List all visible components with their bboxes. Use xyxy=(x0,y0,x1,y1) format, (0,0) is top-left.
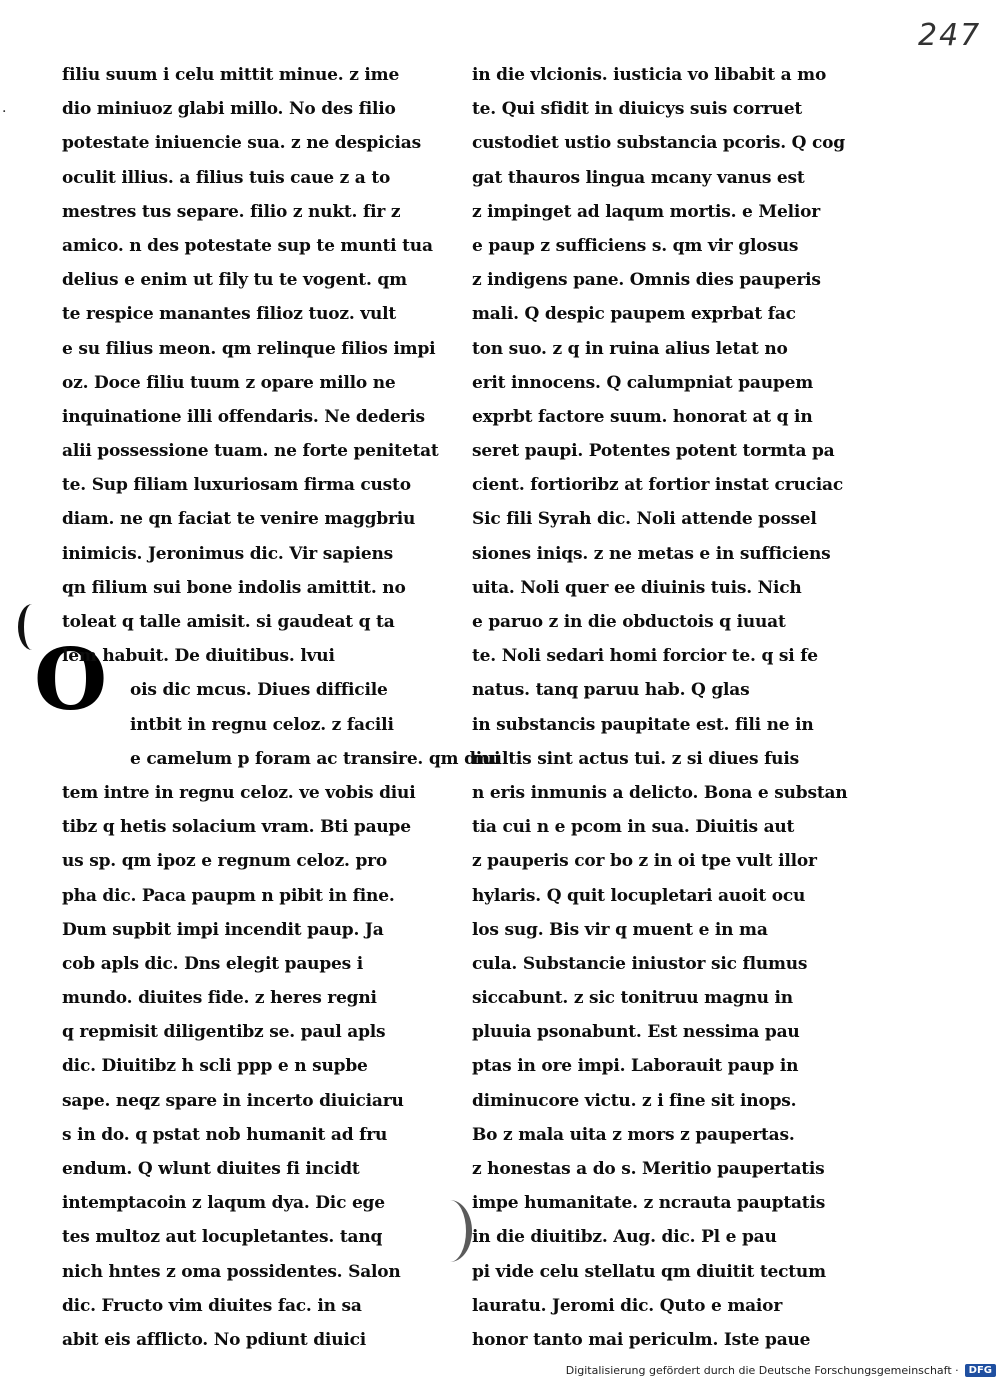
manuscript-line: pha dic. Paca paupm n pibit in fine. xyxy=(62,885,395,906)
manuscript-line: nich hntes z oma possidentes. Salon xyxy=(62,1261,401,1282)
manuscript-line: los sug. Bis vir q muent e in ma xyxy=(472,919,768,940)
folio-number: 247 xyxy=(918,18,982,53)
manuscript-line: ptas in ore impi. Laborauit paup in xyxy=(472,1056,799,1077)
manuscript-line: siccabunt. z sic tonitruu magnu in xyxy=(472,988,793,1009)
manuscript-line: ton suo. z q in ruina alius letat no xyxy=(472,338,788,359)
manuscript-line: intbit in regnu celoz. z facili xyxy=(130,714,394,735)
manuscript-line: Sic fili Syrah dic. Noli attende possel xyxy=(472,509,817,530)
manuscript-line: delius e enim ut fily tu te vogent. qm xyxy=(62,270,407,291)
manuscript-line: e su filius meon. qm relinque filios impi xyxy=(62,338,436,359)
decorated-initial-o: O xyxy=(34,630,108,729)
manuscript-line: z indigens pane. Omnis dies pauperis xyxy=(472,270,821,291)
manuscript-line: dic. Fructo vim diuites fac. in sa xyxy=(62,1295,362,1316)
manuscript-line: q repmisit diligentibz se. paul apls xyxy=(62,1022,386,1043)
manuscript-line: te respice manantes filioz tuoz. vult xyxy=(62,304,397,325)
manuscript-line: pi vide celu stellatu qm diuitit tectum xyxy=(472,1261,826,1282)
manuscript-line: ois dic mcus. Diues difficile xyxy=(130,680,388,701)
left-text-column xyxy=(62,58,501,1357)
manuscript-line: z honestas a do s. Meritio paupertatis xyxy=(472,1159,825,1179)
manuscript-line: lem habuit. De diuitibus. lvui xyxy=(62,646,335,667)
manuscript-line: z impinget ad laqum mortis. e Melior xyxy=(472,201,821,222)
manuscript-line: natus. tanq paruu hab. Q glas xyxy=(472,680,750,701)
manuscript-line: qn filium sui bone indolis amittit. no xyxy=(62,577,406,598)
manuscript-line: cient. fortioribz at fortior instat cruciac xyxy=(472,475,843,496)
margin-dot: · xyxy=(2,104,7,120)
manuscript-line: inquinatione illi offendaris. Ne dederis xyxy=(62,406,425,427)
manuscript-line: te. Qui sfidit in diuicys suis corruet xyxy=(472,99,803,120)
manuscript-line: e paruo z in die obductois q iuuat xyxy=(472,612,786,632)
manuscript-line: cula. Substancie iniustor sic flumus xyxy=(472,953,808,974)
right-text-column xyxy=(472,58,872,1357)
manuscript-line: tibz q hetis solacium vram. Bti paupe xyxy=(62,817,411,838)
manuscript-line: in die diuitibz. Aug. dic. Pl e pau xyxy=(472,1227,777,1248)
manuscript-line: cob apls dic. Dns elegit paupes i xyxy=(62,953,363,974)
manuscript-line: diminucore victu. z i fine sit inops. xyxy=(472,1090,797,1111)
manuscript-line: mali. Q despic paupem exprbat fac xyxy=(472,304,796,325)
manuscript-line: tes multoz aut locupletantes. tanq xyxy=(62,1227,383,1248)
manuscript-line: sape. neqz spare in incerto diuiciaru xyxy=(62,1090,404,1111)
manuscript-line: z pauperis cor bo z in oi tpe vult illor xyxy=(472,851,817,872)
manuscript-line: Bo z mala uita z mors z paupertas. xyxy=(472,1124,795,1145)
manuscript-line: Dum supbit impi incendit paup. Ja xyxy=(62,919,384,940)
manuscript-line: mundo. diuites fide. z heres regni xyxy=(62,988,377,1009)
manuscript-line: te. Sup filiam luxuriosam firma custo xyxy=(62,475,411,496)
manuscript-line: potestate iniuencie sua. z ne despicias xyxy=(62,133,421,154)
manuscript-line: diam. ne qn faciat te venire maggbriu xyxy=(62,509,416,530)
footer-credit xyxy=(560,1361,1000,1380)
manuscript-line: e paup z sufficiens s. qm vir glosus xyxy=(472,235,799,256)
manuscript-line: abit eis afflicto. No pdiunt diuici xyxy=(62,1329,367,1350)
dfg-logo: DFG xyxy=(965,1364,996,1377)
manuscript-line: tem intre in regnu celoz. ve vobis diui xyxy=(62,782,416,803)
manuscript-line: amico. n des potestate sup te munti tua xyxy=(62,235,433,256)
manuscript-line: te. Noli sedari homi forcior te. q si fe xyxy=(472,646,818,667)
footer-text: Digitalisierung gefördert durch die Deutsche Forschungsgemeinschaft · xyxy=(565,1364,959,1377)
manuscript-line: filiu suum i celu mittit minue. z ime xyxy=(62,65,400,85)
manuscript-line: honor tanto mai periculm. Iste paue xyxy=(472,1329,811,1350)
manuscript-line: dio miniuoz glabi millo. No des filio xyxy=(62,99,396,120)
manuscript-line: pluuia psonabunt. Est nessima pau xyxy=(472,1022,800,1043)
manuscript-line: mestres tus separe. filio z nukt. fir z xyxy=(62,201,401,222)
manuscript-line: gat thauros lingua mcany vanus est xyxy=(472,167,805,188)
manuscript-line: tia cui n e pcom in sua. Diuitis aut xyxy=(472,817,795,838)
manuscript-line: siones iniqs. z ne metas e in sufficiens xyxy=(472,543,831,564)
manuscript-line: us sp. qm ipoz e regnum celoz. pro xyxy=(62,851,388,872)
manuscript-line: impe humanitate. z ncrauta pauptatis xyxy=(472,1193,826,1214)
manuscript-line: in die vlcionis. iusticia vo libabit a mo xyxy=(472,65,827,85)
manuscript-line: lauratu. Jeromi dic. Quto e maior xyxy=(472,1295,783,1316)
manuscript-line: intemptacoin z laqum dya. Dic ege xyxy=(62,1193,385,1214)
manuscript-line: in substancis paupitate est. fili ne in xyxy=(472,714,814,735)
manuscript-line: alii possessione tuam. ne forte penitetat xyxy=(62,441,439,462)
manuscript-line: seret paupi. Potentes potent tormta pa xyxy=(472,441,835,462)
manuscript-line: exprbt factore suum. honorat at q in xyxy=(472,406,813,427)
manuscript-line: toleat q talle amisit. si gaudeat q ta xyxy=(62,612,395,632)
manuscript-line: s in do. q pstat nob humanit ad fru xyxy=(62,1124,388,1145)
manuscript-line: erit innocens. Q calumpniat paupem xyxy=(472,372,813,393)
manuscript-line: uita. Noli quer ee diuinis tuis. Nich xyxy=(472,577,802,598)
manuscript-line: endum. Q wlunt diuites fi incidt xyxy=(62,1159,360,1179)
manuscript-line: n eris inmunis a delicto. Bona e substan xyxy=(472,782,848,803)
manuscript-line: hylaris. Q quit locupletari auoit ocu xyxy=(472,885,806,906)
manuscript-line: oz. Doce filiu tuum z opare millo ne xyxy=(62,372,396,393)
marginal-ink-flourish xyxy=(428,1200,472,1262)
manuscript-line: multis sint actus tui. z si diues fuis xyxy=(472,748,799,769)
manuscript-line: dic. Diuitibz h scli ppp e n supbe xyxy=(62,1056,368,1077)
manuscript-line: inimicis. Jeronimus dic. Vir sapiens xyxy=(62,543,393,564)
manuscript-line: custodiet ustio substancia pcoris. Q cog xyxy=(472,133,845,154)
manuscript-line: e camelum p foram ac transire. qm diui xyxy=(130,748,501,769)
manuscript-line: oculit illius. a filius tuis caue z a to xyxy=(62,167,391,188)
